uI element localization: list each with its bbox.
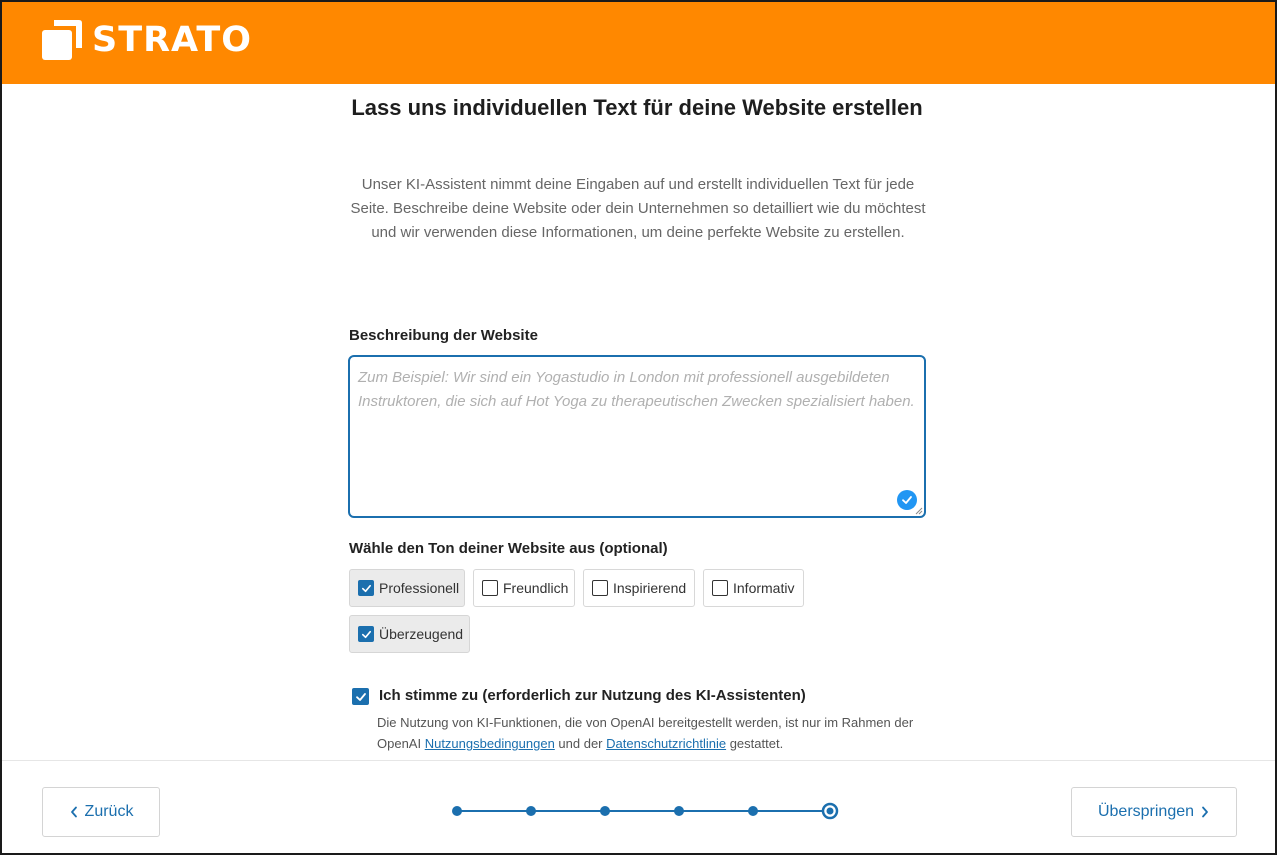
strato-logo — [42, 20, 252, 60]
consent-text-middle: und der — [554, 736, 607, 751]
header-bar — [2, 2, 1275, 84]
strato-logo-icon — [42, 20, 82, 60]
consent-text — [377, 712, 917, 754]
checkbox-icon[interactable] — [482, 580, 498, 596]
page-subtitle: Unser KI-Assistent nimmt deine Eingaben auf und erstellt individuellen Text für jede Seite. Beschreibe deine Website oder dein Unternehmen so detailliert wie du möchtest und wir verwenden diese Informationen, um deine perfekte Website zu erstellen. — [350, 176, 926, 241]
tone-option-professionell[interactable] — [349, 569, 465, 607]
checkbox-icon[interactable] — [592, 580, 608, 596]
tone-option-label: Freundlich — [503, 580, 569, 596]
consent-text-before: Die Nutzung von KI-Funktionen, die von OpenAI bereitgestellt werden, ist nur im Rahmen der OpenAI — [377, 715, 914, 751]
step-dot — [600, 806, 610, 816]
consent-title[interactable]: Ich stimme zu (erforderlich zur Nutzung des KI-Assistenten) — [379, 687, 806, 704]
main-content — [2, 84, 1275, 760]
step-dot — [526, 806, 536, 816]
checkbox-icon[interactable] — [358, 580, 374, 596]
consent-text-after: gestattet. — [726, 736, 784, 751]
chevron-left-icon — [69, 806, 79, 818]
back-button[interactable] — [42, 787, 160, 837]
privacy-policy-link[interactable]: Datenschutzrichtlinie — [606, 736, 727, 751]
tone-option-label: Professionell — [379, 580, 460, 596]
chevron-right-icon — [1200, 806, 1210, 818]
valid-check-icon — [897, 490, 917, 510]
description-field[interactable] — [348, 355, 926, 518]
step-dot — [674, 806, 684, 816]
progress-stepper — [447, 801, 847, 821]
skip-button-label: Überspringen — [1097, 803, 1195, 820]
checkbox-icon[interactable] — [712, 580, 728, 596]
checkbox-icon[interactable] — [358, 626, 374, 642]
footer-bar — [2, 760, 1275, 855]
skip-button[interactable] — [1071, 787, 1237, 837]
back-button-label: Zurück — [84, 803, 134, 820]
step-dot-current-inner — [827, 808, 834, 815]
step-dot — [748, 806, 758, 816]
page-title: Lass uns individuellen Text für deine Website erstellen — [351, 95, 923, 120]
consent-checkbox[interactable] — [352, 688, 369, 705]
description-label: Beschreibung der Website — [349, 327, 538, 344]
terms-of-use-link[interactable]: Nutzungsbedingungen — [424, 736, 555, 751]
tone-option-inspirierend[interactable] — [583, 569, 695, 607]
logo-text: STRATO — [92, 20, 253, 60]
tone-option-informativ[interactable] — [703, 569, 804, 607]
tone-label: Wähle den Ton deiner Website aus (optional) — [349, 540, 668, 557]
resize-handle-icon[interactable] — [915, 507, 923, 515]
step-dot — [452, 806, 462, 816]
tone-option-label: Informativ — [733, 580, 795, 596]
description-textarea[interactable] — [350, 357, 924, 516]
tone-option-label: Inspirierend — [613, 580, 687, 596]
tone-option-label: Überzeugend — [379, 626, 464, 642]
tone-option-ueberzeugend[interactable] — [349, 615, 470, 653]
tone-option-freundlich[interactable] — [473, 569, 575, 607]
